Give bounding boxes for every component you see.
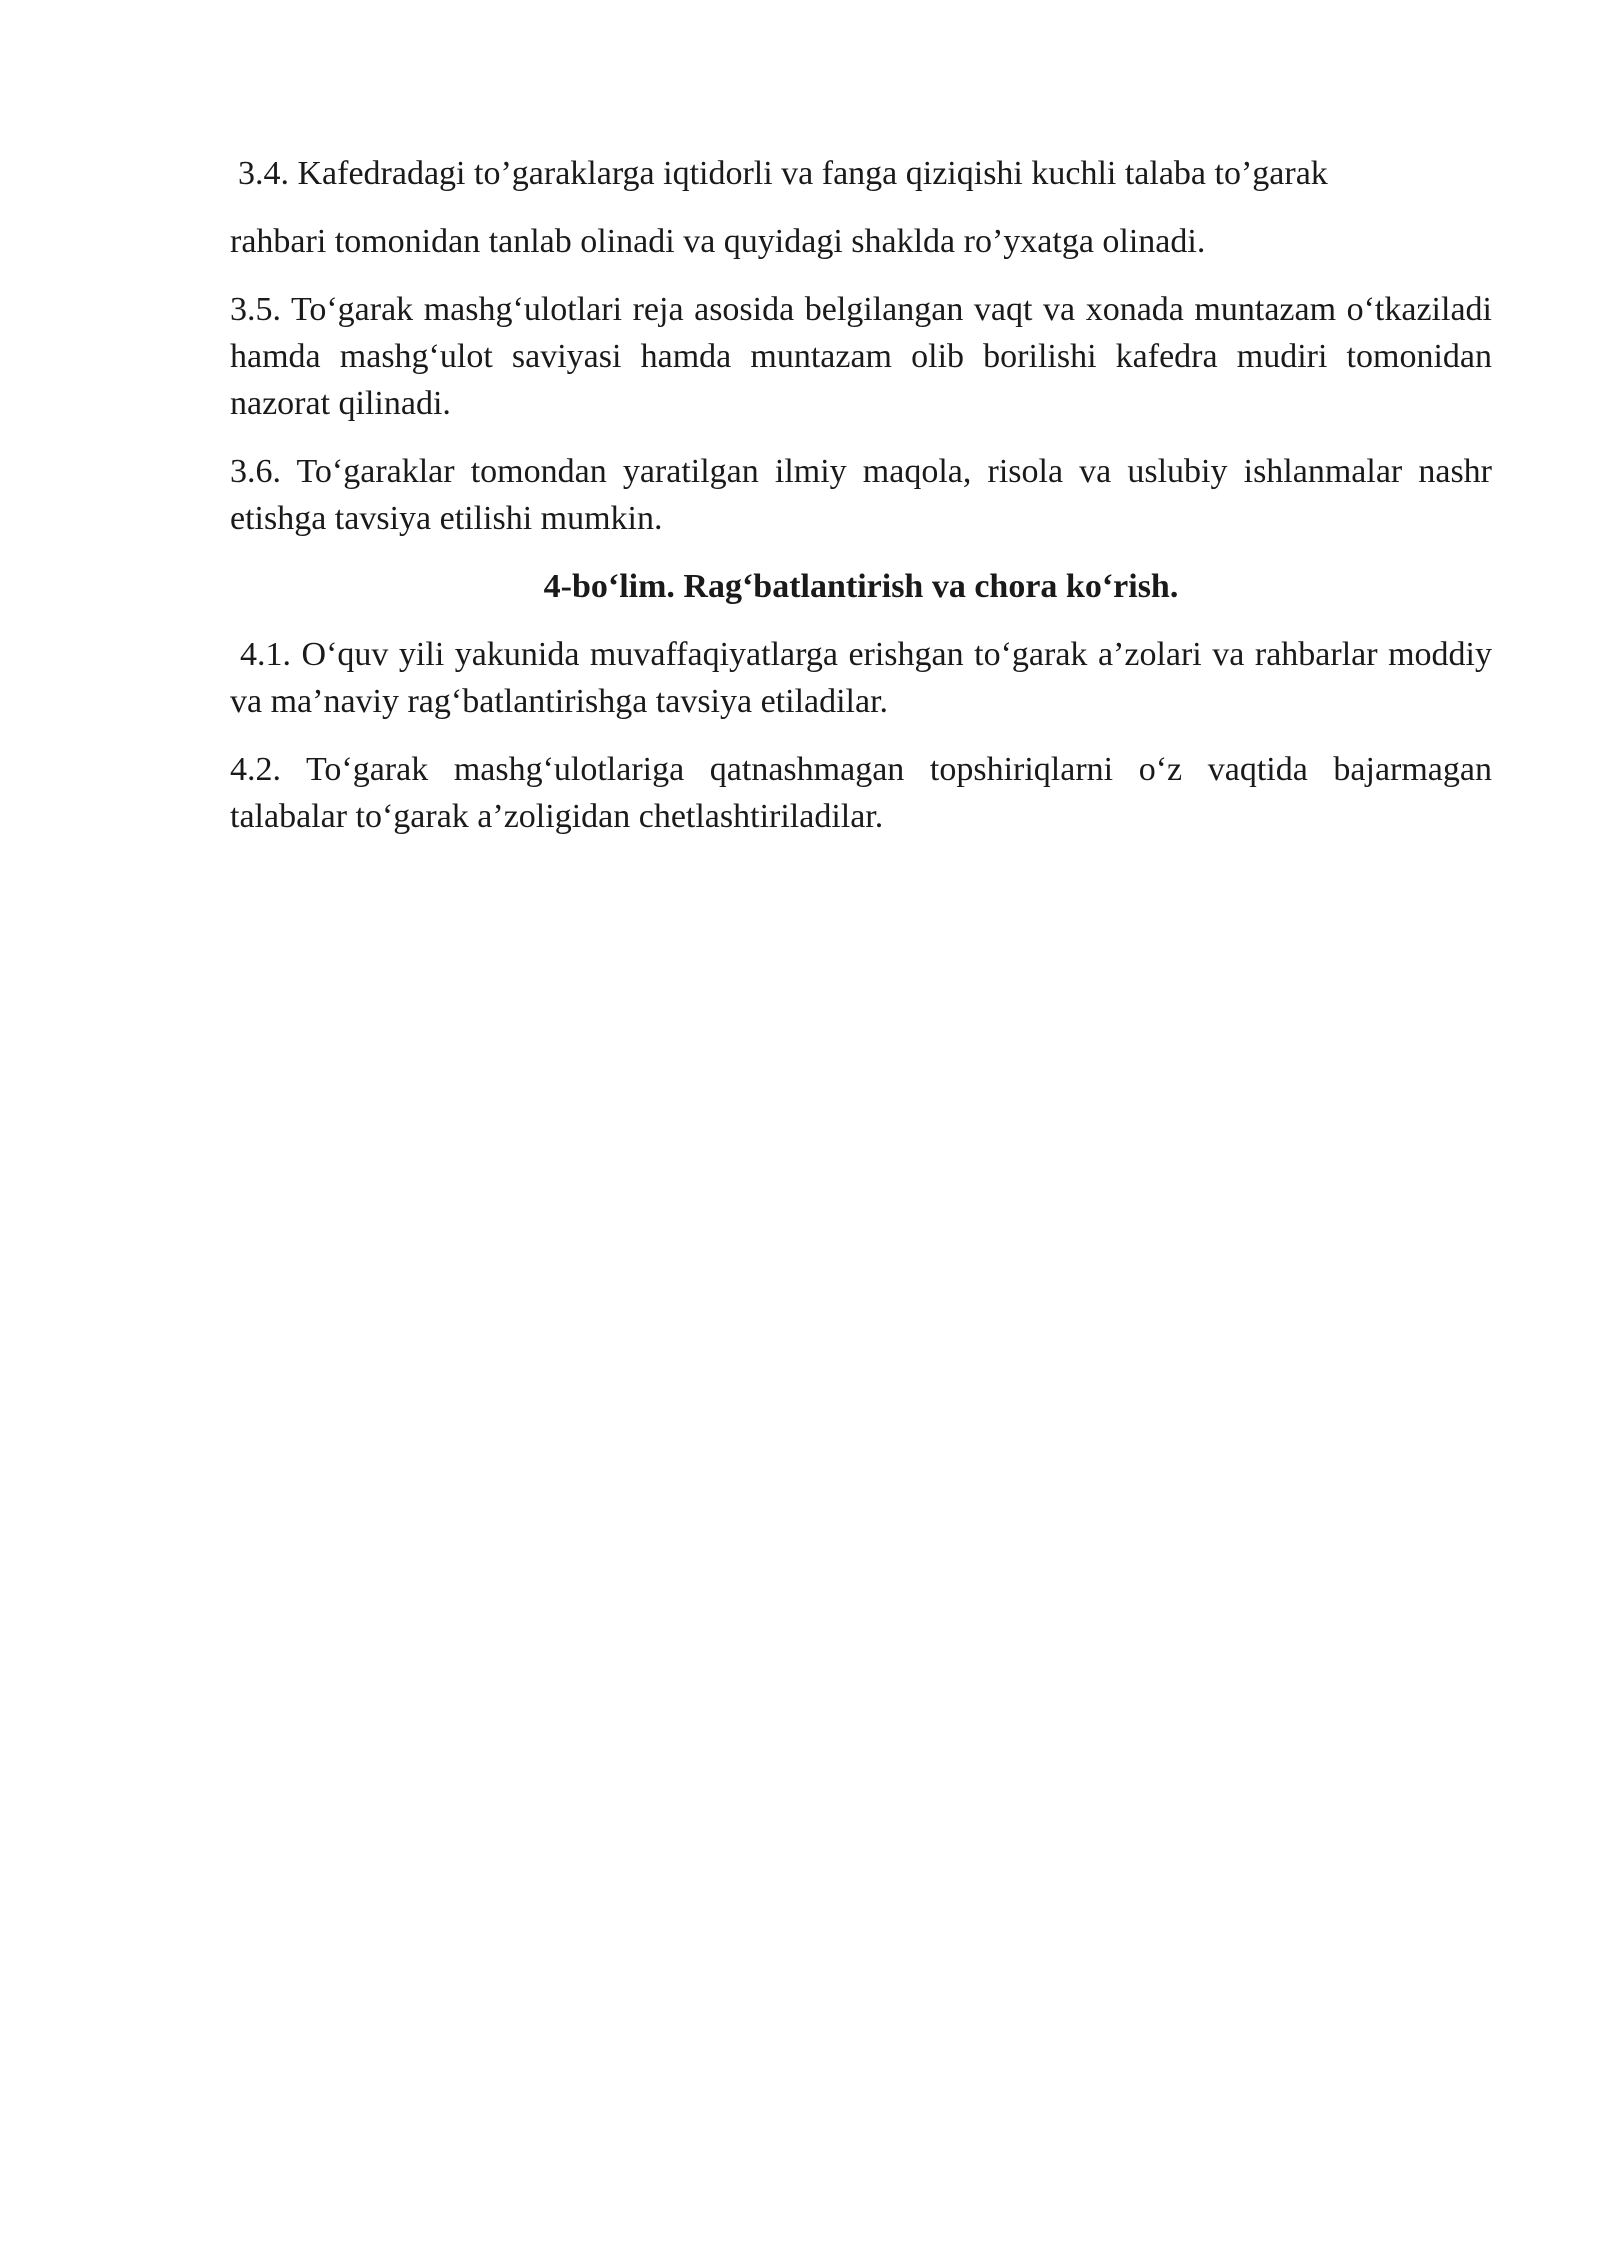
- paragraph-4-1: 4.1. O‘quv yili yakunida muvaffaqiyatlarga erishgan to‘garak a’zolari va rahbarlar moddiy va ma’naviy rag‘batlantirishga tavsiya etiladilar.: [230, 636, 1492, 720]
- section-heading-4: 4-bo‘lim. Rag‘batlantirish va chora ko‘rish.: [543, 568, 1179, 605]
- document-body: [230, 150, 1492, 861]
- paragraph-4-2: 4.2. To‘garak mashg‘ulotlariga qatnashmagan topshiriqlarni o‘z vaqtida bajarmagan talabalar to‘garak a’zoligidan chetlashtiriladilar.: [230, 751, 1492, 835]
- paragraph-3-4: [230, 150, 1492, 265]
- paragraph-3-5: 3.5. To‘garak mashg‘ulotlari reja asosida belgilangan vaqt va xonada muntazam o‘tkaziladi hamda mashg‘ulot saviyasi hamda muntazam olib borilishi kafedra mudiri tomonidan nazorat qilinadi.: [230, 291, 1492, 422]
- paragraph-3-4-line-2: rahbari tomonidan tanlab olinadi va quyidagi shaklda ro’yxatga olinadi.: [230, 223, 1206, 260]
- paragraph-3-6: 3.6. To‘garaklar tomondan yaratilgan ilmiy maqola, risola va uslubiy ishlanmalar nashr etishga tavsiya etilishi mumkin.: [230, 453, 1492, 537]
- paragraph-3-4-line-1: 3.4. Kafedradagi to’garaklarga iqtidorli va fanga qiziqishi kuchli talaba to’garak: [238, 155, 1328, 192]
